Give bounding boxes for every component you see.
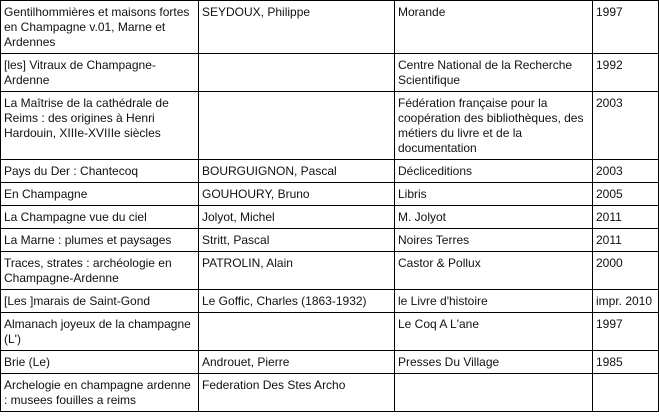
title-cell: Gentilhommières et maisons fortes en Champagne v.01, Marne et Ardennes [1, 1, 199, 54]
table-row [1, 374, 659, 412]
title-cell: En Champagne [1, 183, 199, 206]
publisher-cell: le Livre d'histoire [395, 290, 593, 313]
table-row [1, 252, 659, 290]
publisher-cell: Fédération française pour la coopération des bibliothèques, des métiers du livre et de la documentation [395, 92, 593, 160]
publisher-cell: Décliceditions [395, 160, 593, 183]
title-cell: Traces, strates : archéologie en Champagne-Ardenne [1, 252, 199, 290]
table-row [1, 160, 659, 183]
title-cell: Pays du Der : Chantecoq [1, 160, 199, 183]
author-cell: Le Goffic, Charles (1863-1932) [199, 290, 395, 313]
year-cell: 1997 [593, 313, 659, 351]
author-cell [199, 54, 395, 92]
publisher-cell: Centre National de la Recherche Scientifique [395, 54, 593, 92]
author-cell: Federation Des Stes Archo [199, 374, 395, 412]
publisher-cell: M. Jolyot [395, 206, 593, 229]
title-cell: La Marne : plumes et paysages [1, 229, 199, 252]
year-cell: 2000 [593, 252, 659, 290]
author-cell: Jolyot, Michel [199, 206, 395, 229]
title-cell: Brie (Le) [1, 351, 199, 374]
author-cell [199, 92, 395, 160]
year-cell: 2003 [593, 160, 659, 183]
year-cell: 1985 [593, 351, 659, 374]
author-cell: Stritt, Pascal [199, 229, 395, 252]
year-cell: 1992 [593, 54, 659, 92]
table-row [1, 54, 659, 92]
publisher-cell: Noires Terres [395, 229, 593, 252]
table-row [1, 206, 659, 229]
table-row [1, 313, 659, 351]
table-row [1, 290, 659, 313]
title-cell: Archelogie en champagne ardenne : musees fouilles a reims [1, 374, 199, 412]
title-cell: [les] Vitraux de Champagne-Ardenne [1, 54, 199, 92]
year-cell: 2011 [593, 206, 659, 229]
publisher-cell: Castor & Pollux [395, 252, 593, 290]
year-cell [593, 374, 659, 412]
title-cell: Almanach joyeux de la champagne (L') [1, 313, 199, 351]
title-cell: [Les ]marais de Saint-Gond [1, 290, 199, 313]
author-cell [199, 313, 395, 351]
author-cell: GOUHOURY, Bruno [199, 183, 395, 206]
year-cell: impr. 2010 [593, 290, 659, 313]
table-row [1, 229, 659, 252]
author-cell: SEYDOUX, Philippe [199, 1, 395, 54]
publisher-cell: Morande [395, 1, 593, 54]
author-cell: BOURGUIGNON, Pascal [199, 160, 395, 183]
table-row [1, 1, 659, 54]
publisher-cell [395, 374, 593, 412]
table-row [1, 92, 659, 160]
publisher-cell: Libris [395, 183, 593, 206]
year-cell: 2011 [593, 229, 659, 252]
year-cell: 2005 [593, 183, 659, 206]
title-cell: La Maîtrise de la cathédrale de Reims : des origines à Henri Hardouin, XIIIe-XVIIIe siècles [1, 92, 199, 160]
title-cell: La Champagne vue du ciel [1, 206, 199, 229]
table-row [1, 183, 659, 206]
publisher-cell: Le Coq A L'ane [395, 313, 593, 351]
author-cell: PATROLIN, Alain [199, 252, 395, 290]
year-cell: 2003 [593, 92, 659, 160]
table-row [1, 351, 659, 374]
year-cell: 1997 [593, 1, 659, 54]
publisher-cell: Presses Du Village [395, 351, 593, 374]
author-cell: Androuet, Pierre [199, 351, 395, 374]
